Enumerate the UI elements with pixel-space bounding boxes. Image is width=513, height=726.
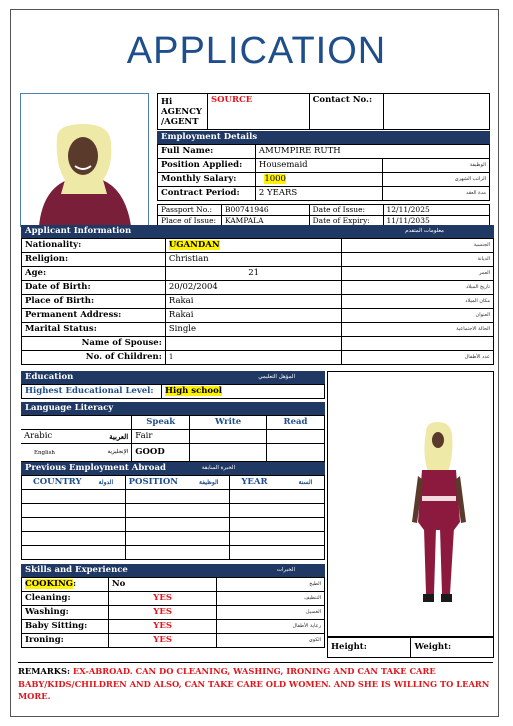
education-header xyxy=(21,371,325,384)
arabic-speak: Fair xyxy=(132,430,190,444)
children-ar: عدد الأطفال xyxy=(342,351,494,365)
children-label: No. of Children: xyxy=(22,351,166,365)
arabic-label: Arabic xyxy=(24,431,53,441)
portrait-photo xyxy=(20,93,149,227)
prev-cell xyxy=(230,490,325,504)
education-header-label: Education xyxy=(25,372,74,382)
babysitting-ar: رعاية الأطفال xyxy=(217,620,325,634)
source-label: SOURCE xyxy=(207,94,309,130)
babysitting-label: Baby Sitting: xyxy=(22,620,109,634)
prev-position-ar: الوظيفة xyxy=(199,479,219,486)
education-table xyxy=(21,384,325,399)
language-blank-head xyxy=(21,416,132,430)
position-value: Housemaid xyxy=(255,159,383,173)
applicant-row xyxy=(22,267,494,281)
applicant-row xyxy=(22,295,494,309)
education-header-ar: المؤهل التعليمي xyxy=(258,374,295,380)
passport-no-value: B00741946 xyxy=(221,205,309,216)
write-header: Write xyxy=(190,416,267,430)
dob-label: Date of Birth: xyxy=(22,281,166,295)
passport-table xyxy=(157,204,490,227)
spouse-label: Name of Spouse: xyxy=(22,337,166,351)
prev-cell xyxy=(230,546,325,560)
prev-cell xyxy=(230,504,325,518)
applicant-row xyxy=(22,337,494,351)
babysitting-value: YES xyxy=(108,620,217,634)
page-title: APPLICATION xyxy=(126,30,387,72)
education-level-value: High school xyxy=(164,386,223,396)
country-label: COUNTRY xyxy=(33,477,82,487)
prev-cell xyxy=(230,518,325,532)
nationality-cell xyxy=(165,239,342,253)
speak-header: Speak xyxy=(132,416,190,430)
religion-value: Christian xyxy=(165,253,342,267)
previous-header xyxy=(21,462,325,475)
applicant-header-label: Applicant Information xyxy=(25,226,132,236)
salary-label: Monthly Salary: xyxy=(158,173,256,187)
prev-cell xyxy=(125,546,230,560)
full-body-image xyxy=(328,372,493,636)
address-ar: العنوان xyxy=(342,309,494,323)
cooking-cell: COOKING: xyxy=(22,578,109,592)
cooking-label: COOKING xyxy=(25,579,73,589)
language-table xyxy=(21,415,325,462)
nationality-ar: الجنسية xyxy=(342,239,494,253)
year-header xyxy=(230,476,325,490)
applicant-row xyxy=(22,323,494,337)
arabic-cell xyxy=(21,430,132,444)
full-name-label: Full Name: xyxy=(158,145,256,159)
prev-cell xyxy=(22,490,126,504)
previous-header-label: Previous Employment Abroad xyxy=(25,463,166,473)
nationality-value: UGANDAN xyxy=(168,240,220,250)
applicant-row xyxy=(22,281,494,295)
place-issue-label: Place of Issue: xyxy=(158,216,222,227)
age-label: Age: xyxy=(22,267,166,281)
cooking-ar: الطبخ xyxy=(217,578,325,592)
prev-cell xyxy=(22,504,126,518)
washing-ar: الغسيل xyxy=(217,606,325,620)
cleaning-label: Cleaning: xyxy=(22,592,109,606)
country-header xyxy=(22,476,126,490)
skills-header xyxy=(21,564,325,577)
skills-table xyxy=(21,577,325,648)
arabic-write xyxy=(190,430,267,444)
dob-value: 20/02/2004 xyxy=(165,281,342,295)
previous-header-ar: الخبرة السابقة xyxy=(201,465,235,471)
address-value: Rakai xyxy=(165,309,342,323)
height-label: Height: xyxy=(328,638,411,658)
country-ar: الدولة xyxy=(98,479,114,486)
address-label: Permanent Address: xyxy=(22,309,166,323)
prev-cell xyxy=(22,532,126,546)
position-label: Position Applied: xyxy=(158,159,256,173)
body-measure-table xyxy=(327,637,494,658)
applicant-row xyxy=(22,309,494,323)
language-header: Language Literacy xyxy=(21,402,325,415)
contract-value: 2 YEARS xyxy=(255,187,383,201)
applicant-header xyxy=(21,225,494,238)
age-value: 21 xyxy=(165,267,342,281)
salary-cell xyxy=(255,173,383,187)
prev-cell xyxy=(125,504,230,518)
remarks-text: EX-ABROAD. CAN DO CLEANING, WASHING, IRONING AND CAN TAKE CARE BABY/KIDS/CHILDREN AND ALSO, CAN TAKE CARE OLD WOMEN. AND SHE IS WILLING TO LEARN MORE. xyxy=(18,666,490,701)
skills-header-ar: الخبرات xyxy=(276,567,295,573)
remarks-label: REMARKS: xyxy=(18,666,71,676)
cooking-value: No xyxy=(108,578,217,592)
nationality-label: Nationality: xyxy=(22,239,166,253)
ironing-ar: الكوي xyxy=(217,634,325,648)
education-level-cell xyxy=(161,385,324,399)
prev-cell xyxy=(22,518,126,532)
previous-table xyxy=(21,475,325,560)
cleaning-ar: التنظيف xyxy=(217,592,325,606)
full-body-photo xyxy=(327,371,494,637)
skills-header-label: Skills and Experience xyxy=(25,565,128,575)
english-write xyxy=(190,444,267,462)
applicant-header-ar: معلومات المتقدم xyxy=(405,228,444,234)
prev-cell xyxy=(230,532,325,546)
spouse-value xyxy=(165,337,342,351)
contract-label: Contract Period: xyxy=(158,187,256,201)
remarks xyxy=(18,662,493,703)
pob-value: Rakai xyxy=(165,295,342,309)
contract-ar: مدة العقد xyxy=(383,187,490,201)
applicant-table xyxy=(21,238,494,365)
position-header xyxy=(125,476,230,490)
cleaning-value: YES xyxy=(108,592,217,606)
read-header: Read xyxy=(267,416,325,430)
english-cell xyxy=(21,444,132,462)
passport-no-label: Passport No.: xyxy=(158,205,222,216)
expiry-value: 11/11/2035 xyxy=(383,216,489,227)
religion-label: Religion: xyxy=(22,253,166,267)
arabic-ar: العربية xyxy=(109,432,129,441)
ironing-label: Ironing: xyxy=(22,634,109,648)
ironing-value: YES xyxy=(108,634,217,648)
year-label: YEAR xyxy=(241,477,268,487)
english-ar: الإنجليزية xyxy=(107,448,129,455)
agency-table xyxy=(157,93,490,130)
washing-label: Washing: xyxy=(22,606,109,620)
applicant-row xyxy=(22,253,494,267)
agency-label: Hi AGENCY /AGENT xyxy=(158,94,208,130)
prev-position-label: POSITION xyxy=(128,477,179,487)
age-ar: العمر xyxy=(342,267,494,281)
prev-cell xyxy=(125,518,230,532)
portrait-image xyxy=(21,94,148,226)
salary-value: 1000 xyxy=(264,174,286,184)
employment-table xyxy=(157,144,490,201)
pob-ar: مكان الميلاد xyxy=(342,295,494,309)
marital-value: Single xyxy=(165,323,342,337)
prev-cell xyxy=(22,546,126,560)
children-value: 1 xyxy=(165,351,342,365)
prev-cell xyxy=(125,532,230,546)
washing-value: YES xyxy=(108,606,217,620)
pob-label: Place of Birth: xyxy=(22,295,166,309)
year-ar: السنة xyxy=(298,479,313,486)
employment-header: Employment Details xyxy=(157,131,490,144)
english-label: English xyxy=(34,449,55,456)
marital-label: Marital Status: xyxy=(22,323,166,337)
arabic-read xyxy=(267,430,325,444)
dob-ar: تاريخ الميلاد xyxy=(342,281,494,295)
english-speak: GOOD xyxy=(132,444,190,462)
issue-date-label: Date of Issue: xyxy=(309,205,383,216)
spouse-ar xyxy=(342,337,494,351)
religion-ar: الديانة xyxy=(342,253,494,267)
place-issue-value: KAMPALA xyxy=(221,216,309,227)
issue-date-value: 12/11/2025 xyxy=(383,205,489,216)
contact-label: Contact No.: xyxy=(309,94,383,130)
position-ar: الوظيفة xyxy=(383,159,490,173)
contact-value xyxy=(383,94,489,130)
applicant-row xyxy=(22,351,494,365)
marital-ar: الحالة الاجتماعية xyxy=(342,323,494,337)
education-level-label: Highest Educational Level: xyxy=(22,385,162,399)
prev-cell xyxy=(125,490,230,504)
english-read xyxy=(267,444,325,462)
expiry-label: Date of Expiry: xyxy=(309,216,383,227)
full-name-value: AMUMPIRE RUTH xyxy=(255,145,489,159)
applicant-row xyxy=(22,239,494,253)
weight-label: Weight: xyxy=(411,638,494,658)
salary-ar: الراتب الشهري xyxy=(383,173,490,187)
